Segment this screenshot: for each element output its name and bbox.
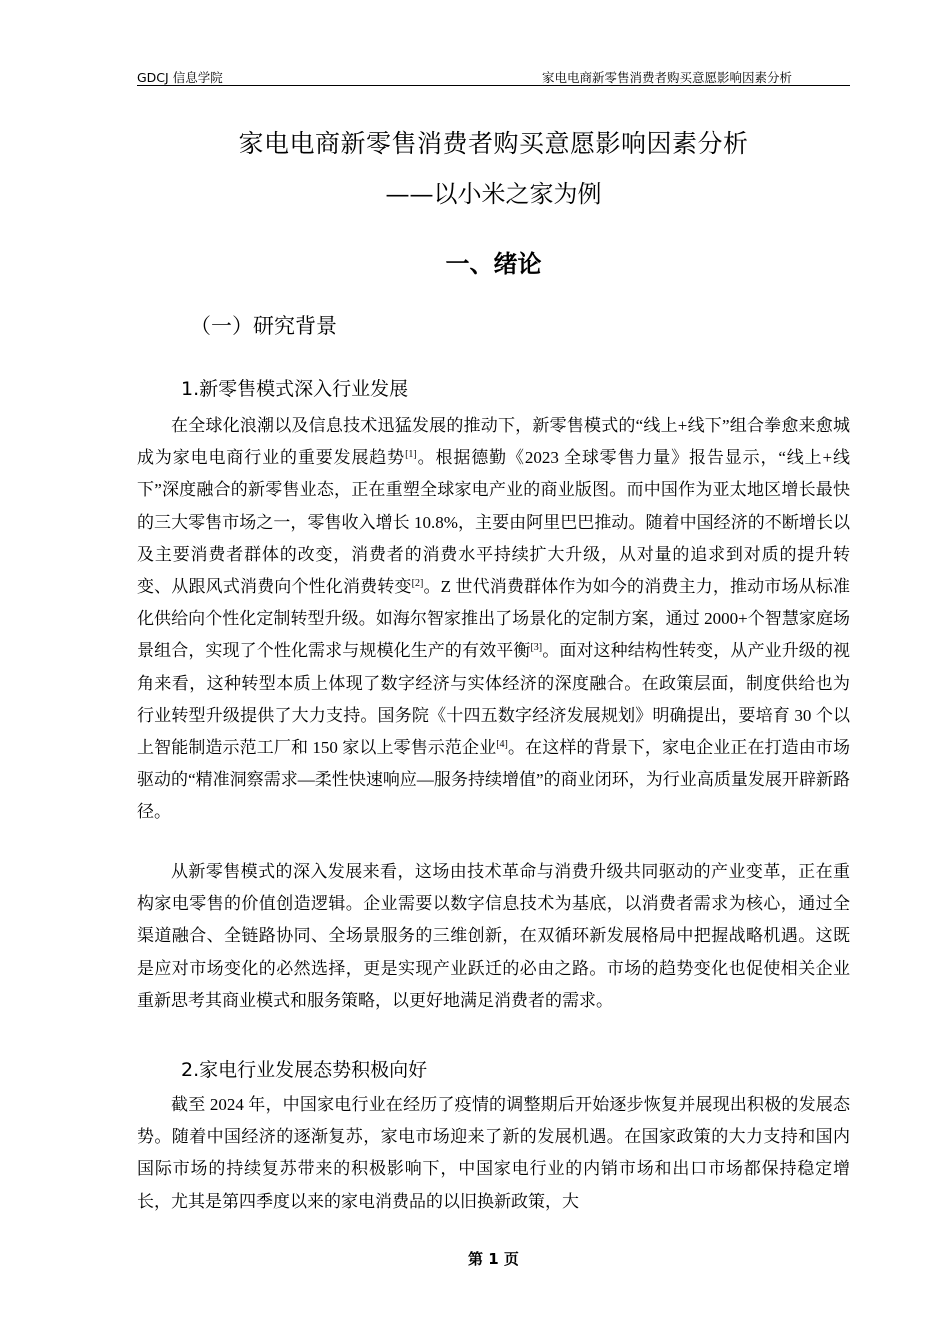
paragraph-1 (137, 410, 850, 829)
reference-2: [2] (411, 578, 424, 590)
subsection-heading-2: 2.家电行业发展态势积极向好 (181, 1059, 428, 1081)
document-subtitle: ——以小米之家为例 (385, 180, 602, 208)
chapter-heading: 一、绪论 (445, 250, 542, 278)
reference-1: [1] (405, 449, 417, 461)
page-number: 第 1 页 (468, 1250, 519, 1268)
paragraph-2: 从新零售模式的深入发展来看，这场由技术革命与消费升级共同驱动的产业变革，正在重构家电零售的价值创造逻辑。企业需要以数字信息技术为基底，以消费者需求为核心，通过全渠道融合、全链路协同、全场景服务的三维创新，在双循环新发展格局中把握战略机遇。这既是应对市场变化的必然选择，更是实现产业跃迁的必由之路。市场的趋势变化也促使相关企业重新思考其商业模式和服务策略，以更好地满足消费者的需求。 (137, 862, 850, 1010)
header-right-text: 家电电商新零售消费者购买意愿影响因素分析 (541, 70, 792, 85)
header-divider (137, 85, 850, 86)
reference-3: [3] (530, 642, 543, 654)
header-left-text: GDCJ 信息学院 (137, 70, 223, 85)
paragraph-1-part-1: 在全球化浪潮以及信息技术迅猛发展的推动下，新零售模式的“线上+线下”组合拳愈来愈城成为家电电商行业的重要发展趋势 (137, 416, 850, 468)
paragraph-3: 截至 2024 年，中国家电行业在经历了疫情的调整期后开始逐步恢复并展现出积极的发展态势。随着中国经济的逐渐复苏，家电市场迎来了新的发展机遇。在国家政策的大力支持和国内国际市场的持续复苏带来的积极影响下，中国家电行业的内销市场和出口市场都保持稳定增长，尤其是第四季度以来的家电消费品的以旧换新政策，大 (137, 1095, 850, 1211)
subsection-heading-1: 1.新零售模式深入行业发展 (181, 378, 409, 400)
reference-4: [4] (496, 739, 508, 751)
section-heading: （一）研究背景 (190, 314, 337, 338)
document-title: 家电电商新零售消费者购买意愿影响因素分析 (238, 129, 749, 158)
paragraph-1-part-4: 。面对这种结构性转变，从产业升级的视角来看，这种转型本质上体现了数字经济与实体经济的深度融合。在政策层面，制度供给也为行业转型升级提供了大力支持。国务院《十四五数字经济发展规划》明确提出，要培育 30 个以上智能制造示范工厂和 150 家以上零售示范企业 (137, 641, 851, 758)
paragraph-1-part-2: 。根据德勤《2023 全球零售力量》报告显示，“线上+线下”深度融合的新零售业态，正在重塑全球家电产业的商业版图。而中国作为亚太地区增长最快的三大零售市场之一，零售收入增长 10.8%，主要由阿里巴巴推动。随着中国经济的不断增长以及主要消费者群体的改变，消费者的消费水平持续扩大升级，从对量的追求到对质的提升转变、从跟风式消费向个性化消费转变 (137, 448, 851, 597)
paragraph-1-part-3: 。Z 世代消费群体作为如今的消费主力，推动市场从标准化供给向个性化定制转型升级。如海尔智家推出了场景化的定制方案，通过 2000+个智慧家庭场景组合，实现了个性化需求与规模化生产的有效平衡 (137, 577, 850, 661)
paragraph-1-part-5: 。在这样的背景下，家电企业正在打造由市场驱动的“精准洞察需求—柔性快速响应—服务持续增值”的商业闭环，为行业高质量发展开辟新路径。 (137, 738, 851, 822)
